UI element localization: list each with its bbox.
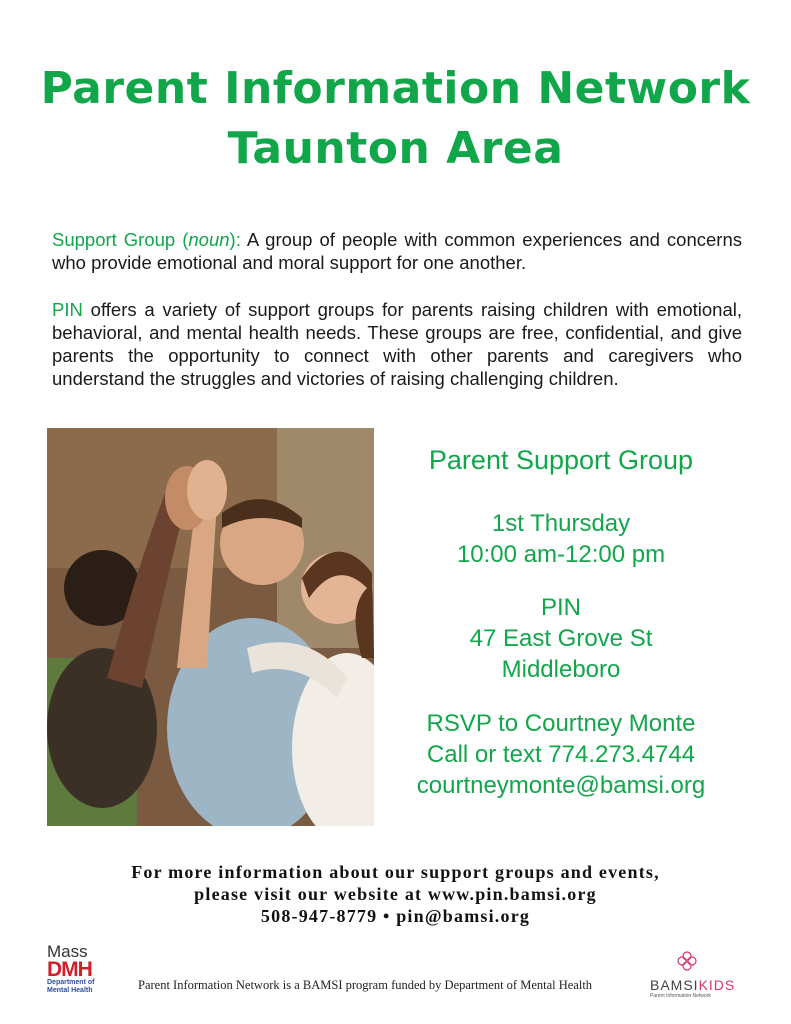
location-street: 47 East Grove St bbox=[469, 625, 653, 652]
schedule-time: 10:00 am-12:00 pm bbox=[456, 541, 666, 568]
definition-pos-close: ): bbox=[229, 229, 241, 250]
footer-line-1: For more information about our support groups and events, bbox=[131, 862, 660, 882]
intro-paragraph bbox=[52, 298, 742, 390]
bamsi-kids-logo bbox=[650, 950, 750, 1000]
bamsi-wordmark bbox=[650, 977, 750, 993]
group-high-five-photo bbox=[47, 428, 374, 826]
rsvp-block bbox=[383, 708, 739, 801]
footer-line-2[interactable]: please visit our website at www.pin.bamsi.org bbox=[194, 884, 597, 904]
intro-text: offers a variety of support groups for parents raising children with emotional, behavioral, and mental health needs. These groups are free, confidential, and give parents the opportunity to connect with other parents and caregivers who understand the struggles and victories of raising challenging children. bbox=[52, 299, 742, 389]
footer-info bbox=[0, 861, 791, 927]
dmh-letters bbox=[47, 960, 117, 979]
intro-lead: PIN bbox=[52, 299, 83, 320]
bamsi-word-b: KIDS bbox=[698, 977, 736, 993]
dmh-sub-1: Department of bbox=[47, 979, 95, 986]
definition-paragraph bbox=[52, 228, 742, 274]
definition-pos-open: ( bbox=[175, 229, 189, 250]
bamsi-word-a: BAMSI bbox=[650, 977, 699, 993]
schedule-day: 1st Thursday bbox=[491, 510, 631, 537]
location-block bbox=[383, 592, 739, 685]
location-city: Middleboro bbox=[501, 656, 621, 683]
footer-line-3[interactable]: 508-947-8779 • pin@bamsi.org bbox=[260, 906, 531, 926]
photo-illustration bbox=[47, 428, 374, 826]
bamsi-flower-icon bbox=[650, 950, 750, 972]
page-title-line-2: Taunton Area bbox=[227, 123, 564, 174]
dmh-sub-2: Mental Health bbox=[47, 987, 93, 994]
location-venue: PIN bbox=[540, 594, 581, 621]
definition-pos: noun bbox=[188, 229, 230, 250]
funding-note: Parent Information Network is a BAMSI program funded by Department of Mental Health bbox=[138, 978, 593, 992]
rsvp-phone: Call or text 774.273.4744 bbox=[426, 741, 696, 768]
mass-dmh-logo bbox=[47, 944, 117, 1002]
page-title-line-1: Parent Information Network bbox=[40, 63, 751, 114]
dmh-letters-text: DMH bbox=[47, 958, 92, 981]
bamsi-tagline: Parent Information Network bbox=[650, 993, 711, 999]
rsvp-email[interactable]: courtneymonte@bamsi.org bbox=[416, 772, 706, 799]
definition-text: A group of people with common experiences and concerns who provide emotional and moral support for one another. bbox=[52, 229, 742, 273]
group-title: Parent Support Group bbox=[428, 445, 694, 475]
definition-term: Support Group bbox=[52, 229, 176, 250]
rsvp-contact: RSVP to Courtney Monte bbox=[426, 710, 696, 737]
dmh-mass-text: Mass bbox=[47, 942, 88, 961]
schedule-block bbox=[383, 508, 739, 570]
